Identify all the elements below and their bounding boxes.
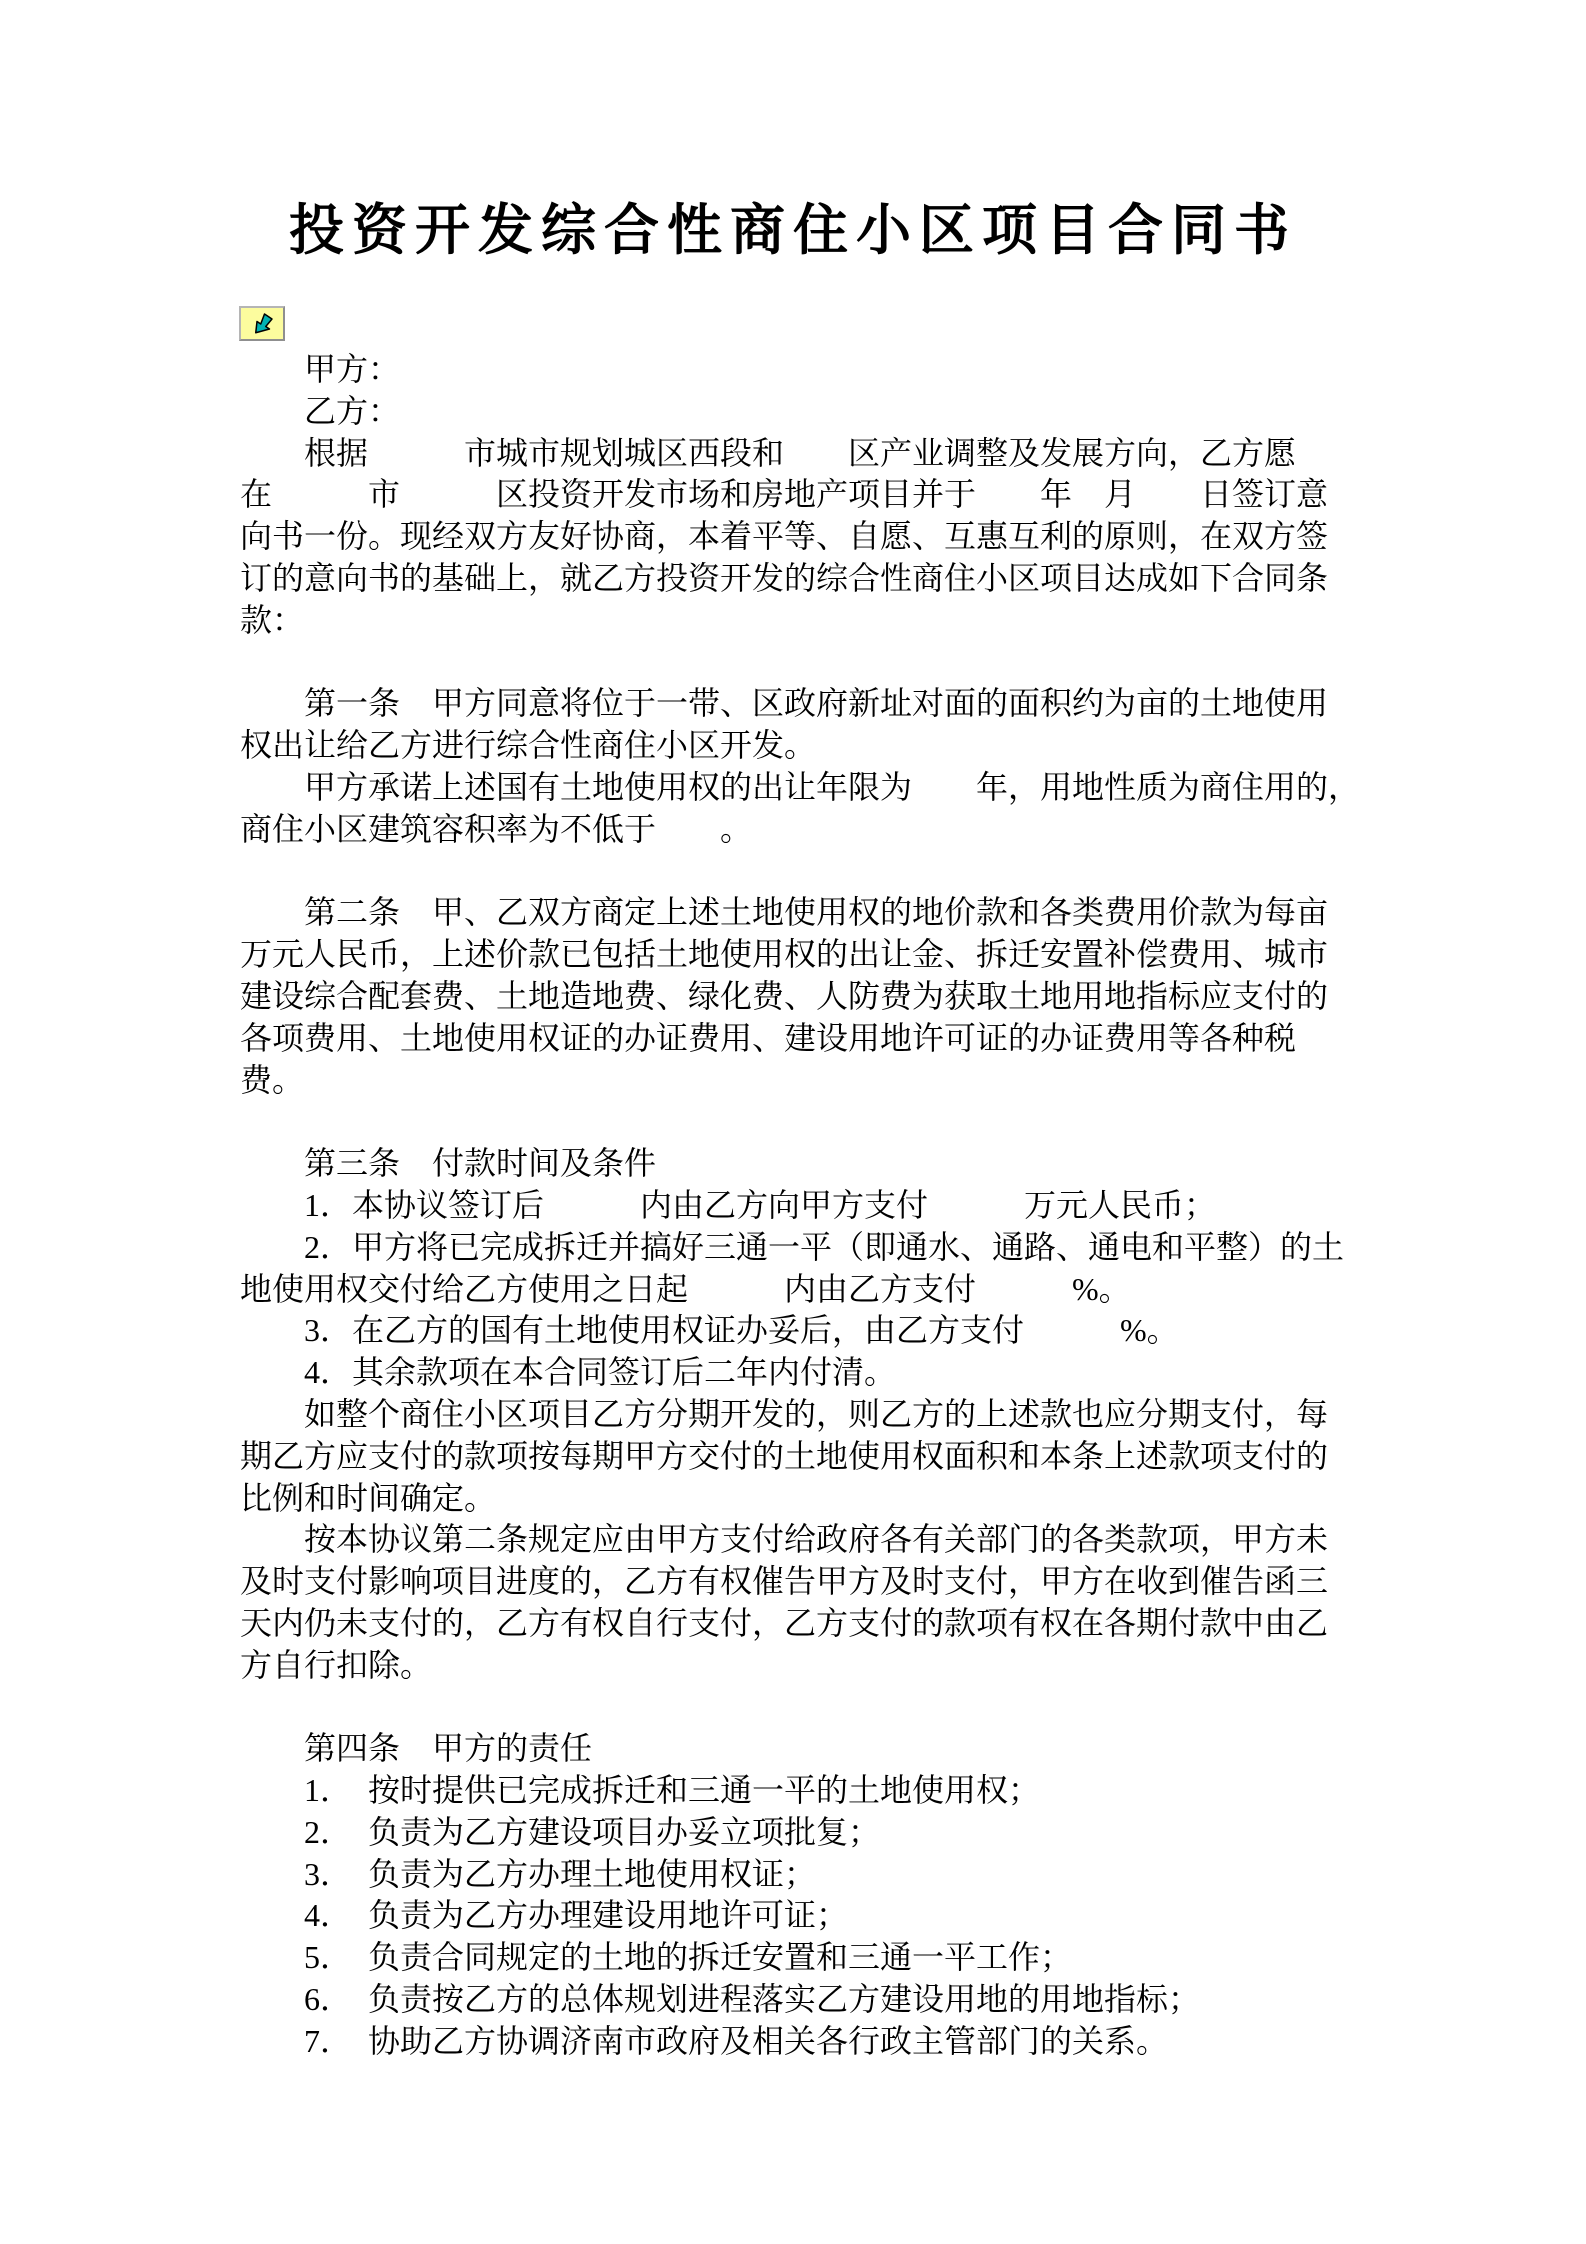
document-line: 第二条 甲、乙双方商定上述土地使用权的地价款和各类费用价款为每亩 [304, 894, 1329, 931]
document-line: 2．甲方将已完成拆迁并搞好三通一平（即通水、通路、通电和平整）的土 [304, 1228, 1345, 1265]
document-line: 3． 负责为乙方办理土地使用权证； [304, 1855, 817, 1892]
document-line: 7． 协助乙方协调济南市政府及相关各行政主管部门的关系。 [304, 2022, 1169, 2059]
document-line [240, 1101, 1360, 1143]
document-line: 款： [240, 601, 305, 638]
document-line: 如整个商住小区项目乙方分期开发的，则乙方的上述款也应分期支付，每 [304, 1395, 1329, 1432]
document-line: 第一条 甲方同意将位于一带、区政府新址对面的面积约为亩的土地使用 [304, 685, 1329, 722]
document-line: 5． 负责合同规定的土地的拆迁安置和三通一平工作； [304, 1939, 1073, 1976]
document-line: 方自行扣除。 [240, 1646, 433, 1683]
document-line: 1．本协议签订后 内由乙方向甲方支付 万元人民币； [304, 1186, 1217, 1223]
document-line: 甲方： [304, 351, 401, 387]
document-line [240, 851, 1360, 893]
document-line: 在 市 区投资开发市场和房地产项目并于 年 月 日签订意 [240, 476, 1329, 513]
document-line [240, 642, 1360, 684]
document-line: 商住小区建筑容积率为不低于 。 [240, 810, 753, 847]
document-line: 天内仍未支付的，乙方有权自行支付，乙方支付的款项有权在各期付款中由乙 [240, 1604, 1329, 1641]
document-line: 3．在乙方的国有土地使用权证办妥后，由乙方支付 %。 [304, 1312, 1179, 1349]
document-line: 权出让给乙方进行综合性商住小区开发。 [240, 727, 817, 764]
document-line: 4．其余款项在本合同签订后二年内付清。 [304, 1354, 897, 1391]
document-line [240, 1687, 1360, 1729]
contract-body [240, 349, 1360, 2063]
document-line: 甲方承诺上述国有土地使用权的出让年限为 年，用地性质为商住用的， [304, 768, 1361, 805]
document-line: 建设综合配套费、土地造地费、绿化费、人防费为获取土地用地指标应支付的 [240, 977, 1329, 1014]
document-line: 第四条 甲方的责任 [304, 1730, 593, 1767]
document-line: 2． 负责为乙方建设项目办妥立项批复； [304, 1813, 881, 1850]
document-line: 期乙方应支付的款项按每期甲方交付的土地使用权面积和本条上述款项支付的 [240, 1437, 1329, 1474]
document-line: 地使用权交付给乙方使用之日起 内由乙方支付 %。 [240, 1270, 1131, 1307]
document-line: 订的意向书的基础上，就乙方投资开发的综合性商住小区项目达成如下合同条 [240, 559, 1329, 596]
document-line: 比例和时间确定。 [240, 1479, 497, 1516]
document-line: 按本协议第二条规定应由甲方支付给政府各有关部门的各类款项，甲方未 [304, 1521, 1329, 1558]
document-line: 6． 负责按乙方的总体规划进程落实乙方建设用地的用地指标； [304, 1981, 1201, 2018]
document-line: 根据 市城市规划城区西段和 区产业调整及发展方向，乙方愿 [304, 434, 1297, 471]
page-title: 投资开发综合性商住小区项目合同书 [288, 200, 1297, 261]
document-line: 费。 [240, 1061, 305, 1098]
anchor-arrow-icon [239, 306, 285, 341]
document-line: 万元人民币，上述价款已包括土地使用权的出让金、拆迁安置补偿费用、城市 [240, 936, 1329, 973]
document-line: 乙方： [304, 392, 401, 429]
document-line: 及时支付影响项目进度的，乙方有权催告甲方及时支付，甲方在收到催告函三 [240, 1563, 1329, 1600]
document-line: 向书一份。现经双方友好协商，本着平等、自愿、互惠互利的原则，在双方签 [240, 518, 1329, 555]
document-line: 各项费用、土地使用权证的办证费用、建设用地许可证的办证费用等各种税 [240, 1019, 1297, 1056]
document-line: 第三条 付款时间及条件 [304, 1145, 657, 1182]
document-line: 1． 按时提供已完成拆迁和三通一平的土地使用权； [304, 1772, 1041, 1809]
document-line: 4． 负责为乙方办理建设用地许可证； [304, 1897, 849, 1934]
